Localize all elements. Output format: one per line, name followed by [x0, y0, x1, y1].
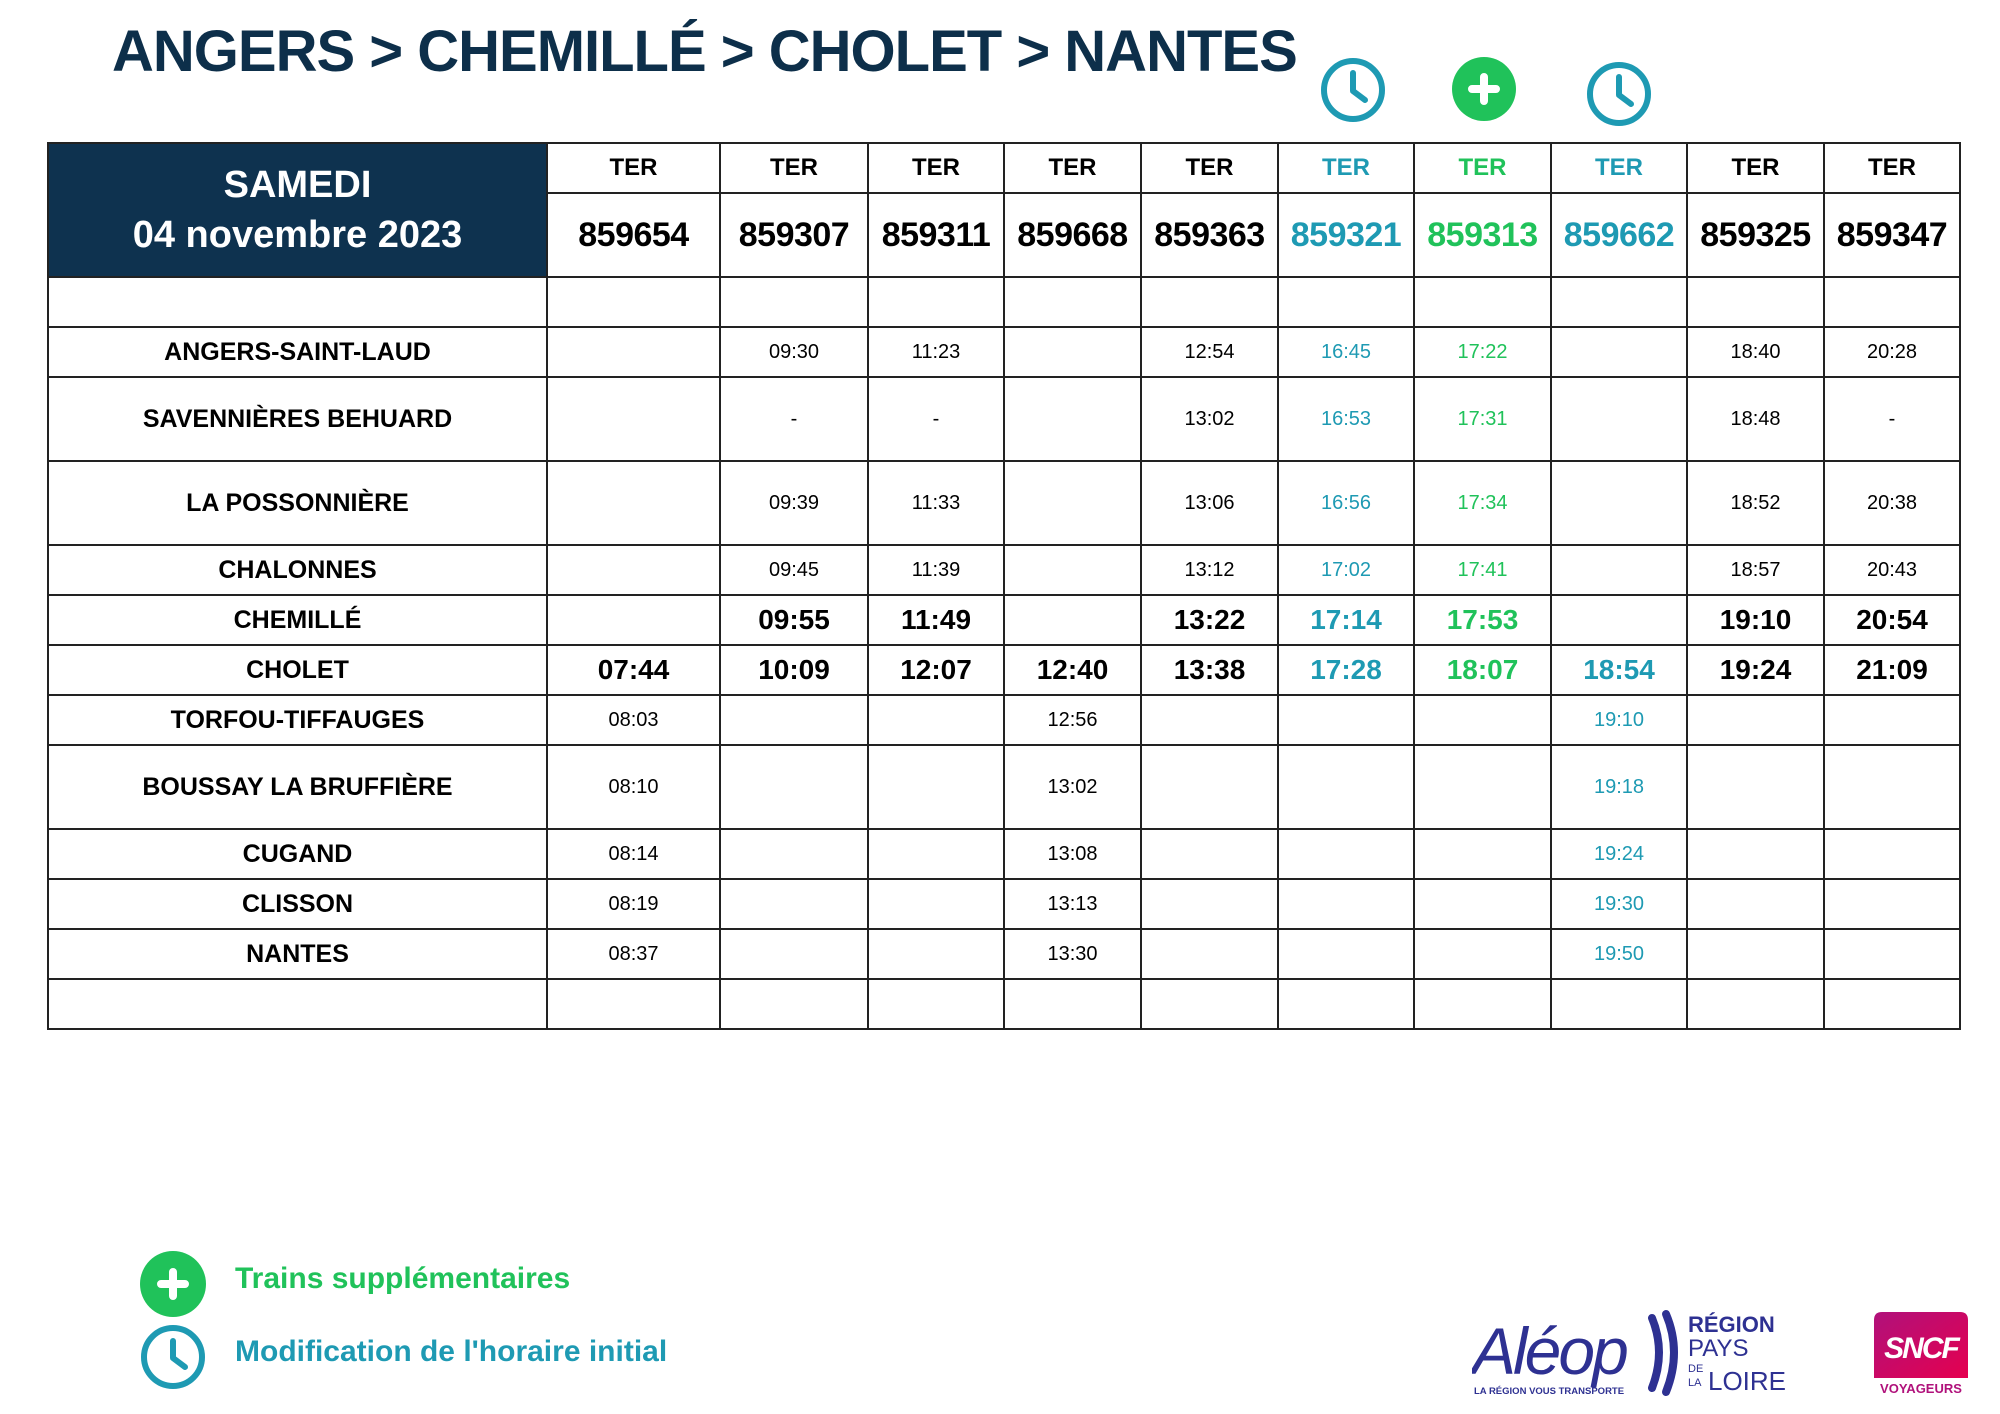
table-row [48, 829, 1960, 879]
time-cell [1687, 745, 1824, 829]
region-line4: LA [1688, 1377, 1702, 1389]
time-cell: 09:30 [720, 327, 868, 377]
time-cell: 19:10 [1551, 695, 1687, 745]
train-type-row [48, 143, 1960, 193]
legend-modified-label: Modification de l'horaire initial [235, 1335, 668, 1368]
time-cell: 21:09 [1824, 645, 1960, 695]
time-cell: 13:12 [1141, 545, 1278, 595]
time-cell [1687, 829, 1824, 879]
station-name: CUGAND [48, 829, 547, 879]
station-name [48, 979, 547, 1029]
time-cell [547, 327, 720, 377]
time-cell [547, 545, 720, 595]
time-cell [1687, 277, 1824, 327]
time-cell [1141, 695, 1278, 745]
clock-icon [1585, 60, 1653, 128]
time-cell: 12:54 [1141, 327, 1278, 377]
time-cell [1824, 879, 1960, 929]
time-cell [868, 829, 1004, 879]
table-row [48, 695, 1960, 745]
time-cell: 08:10 [547, 745, 720, 829]
time-cell: 19:10 [1687, 595, 1824, 645]
time-cell [720, 979, 868, 1029]
time-cell: 13:13 [1004, 879, 1141, 929]
time-cell: 07:44 [547, 645, 720, 695]
time-cell: 20:38 [1824, 461, 1960, 545]
time-cell [1141, 879, 1278, 929]
time-cell: 20:54 [1824, 595, 1960, 645]
station-name: ANGERS-SAINT-LAUD [48, 327, 547, 377]
time-cell [1141, 745, 1278, 829]
time-cell [720, 829, 868, 879]
time-cell [1824, 829, 1960, 879]
train-number: 859363 [1141, 193, 1278, 277]
region-line1: RÉGION [1688, 1312, 1775, 1337]
time-cell [720, 277, 868, 327]
time-cell [1004, 277, 1141, 327]
time-cell [1278, 695, 1414, 745]
table-row [48, 277, 1960, 327]
station-name: TORFOU-TIFFAUGES [48, 695, 547, 745]
time-cell: - [1824, 377, 1960, 461]
sncf-logo [1868, 1312, 1974, 1396]
table-row [48, 327, 1960, 377]
time-cell [1824, 745, 1960, 829]
time-cell [1551, 461, 1687, 545]
time-cell [1004, 545, 1141, 595]
time-cell [720, 929, 868, 979]
train-number: 859325 [1687, 193, 1824, 277]
time-cell [547, 979, 720, 1029]
time-cell [1278, 879, 1414, 929]
time-cell [868, 929, 1004, 979]
plus-icon [140, 1251, 206, 1317]
time-cell: 10:09 [720, 645, 868, 695]
time-cell: 18:07 [1414, 645, 1551, 695]
time-cell [1278, 745, 1414, 829]
time-cell [547, 461, 720, 545]
time-cell [547, 277, 720, 327]
time-cell: 18:48 [1687, 377, 1824, 461]
time-cell: 20:28 [1824, 327, 1960, 377]
time-cell [1004, 461, 1141, 545]
time-cell [1141, 829, 1278, 879]
timetable [47, 142, 1961, 1030]
time-cell: - [868, 377, 1004, 461]
time-cell [1141, 929, 1278, 979]
train-number: 859311 [868, 193, 1004, 277]
time-cell [1414, 979, 1551, 1029]
time-cell [1004, 327, 1141, 377]
time-cell: 09:55 [720, 595, 868, 645]
time-cell: 13:22 [1141, 595, 1278, 645]
time-cell: 16:45 [1278, 327, 1414, 377]
time-cell: 13:02 [1141, 377, 1278, 461]
station-name: LA POSSONNIÈRE [48, 461, 547, 545]
clock-icon [140, 1324, 206, 1390]
table-row [48, 595, 1960, 645]
time-cell [1824, 979, 1960, 1029]
time-cell [1824, 929, 1960, 979]
table-row [48, 645, 1960, 695]
train-type: TER [1414, 143, 1551, 193]
time-cell [1824, 695, 1960, 745]
station-name: CLISSON [48, 879, 547, 929]
train-type: TER [1551, 143, 1687, 193]
time-cell: 17:28 [1278, 645, 1414, 695]
time-cell [868, 879, 1004, 929]
aleop-region-logo [1472, 1308, 1812, 1400]
time-cell [1004, 595, 1141, 645]
train-type: TER [547, 143, 720, 193]
time-cell [1824, 277, 1960, 327]
time-cell: 19:18 [1551, 745, 1687, 829]
train-number: 859654 [547, 193, 720, 277]
time-cell [1004, 377, 1141, 461]
time-cell: 19:24 [1551, 829, 1687, 879]
timetable-body [48, 277, 1960, 1029]
time-cell [1414, 277, 1551, 327]
time-cell [720, 745, 868, 829]
time-cell: 17:34 [1414, 461, 1551, 545]
table-row [48, 929, 1960, 979]
time-cell [1551, 979, 1687, 1029]
table-row [48, 979, 1960, 1029]
legend-supplementary-label: Trains supplémentaires [235, 1262, 571, 1295]
time-cell: 18:57 [1687, 545, 1824, 595]
time-cell: 19:50 [1551, 929, 1687, 979]
train-number: 859347 [1824, 193, 1960, 277]
time-cell [1551, 277, 1687, 327]
time-cell [1551, 327, 1687, 377]
train-type: TER [1141, 143, 1278, 193]
table-row [48, 745, 1960, 829]
train-number: 859321 [1278, 193, 1414, 277]
time-cell [1278, 277, 1414, 327]
station-name: NANTES [48, 929, 547, 979]
clock-icon [1319, 56, 1387, 124]
time-cell [868, 695, 1004, 745]
time-cell [1414, 695, 1551, 745]
time-cell [1687, 879, 1824, 929]
time-cell: 08:37 [547, 929, 720, 979]
time-cell: 20:43 [1824, 545, 1960, 595]
station-name [48, 277, 547, 327]
time-cell: 18:54 [1551, 645, 1687, 695]
time-cell: 12:40 [1004, 645, 1141, 695]
time-cell [1414, 745, 1551, 829]
time-cell [1551, 595, 1687, 645]
region-line2: PAYS [1688, 1335, 1749, 1362]
time-cell: 18:52 [1687, 461, 1824, 545]
time-cell: 11:23 [868, 327, 1004, 377]
time-cell [868, 979, 1004, 1029]
train-type: TER [1004, 143, 1141, 193]
table-row [48, 377, 1960, 461]
day-label: SAMEDI [223, 164, 372, 206]
train-type: TER [868, 143, 1004, 193]
time-cell: 17:53 [1414, 595, 1551, 645]
time-cell: 11:49 [868, 595, 1004, 645]
time-cell [868, 277, 1004, 327]
time-cell [868, 745, 1004, 829]
time-cell: 09:39 [720, 461, 868, 545]
train-type: TER [1278, 143, 1414, 193]
time-cell: 13:02 [1004, 745, 1141, 829]
time-cell: 17:22 [1414, 327, 1551, 377]
station-name: BOUSSAY LA BRUFFIÈRE [48, 745, 547, 829]
sncf-subtitle: VOYAGEURS [1880, 1381, 1962, 1396]
train-type: TER [1824, 143, 1960, 193]
time-cell [547, 595, 720, 645]
region-line3: DE [1688, 1363, 1704, 1375]
time-cell: 08:14 [547, 829, 720, 879]
time-cell [1004, 979, 1141, 1029]
region-line5: LOIRE [1708, 1366, 1787, 1396]
time-cell [1414, 829, 1551, 879]
date-label: 04 novembre 2023 [132, 214, 463, 256]
time-cell: 13:06 [1141, 461, 1278, 545]
time-cell: 17:41 [1414, 545, 1551, 595]
time-cell: 11:33 [868, 461, 1004, 545]
time-cell: 18:40 [1687, 327, 1824, 377]
time-cell: 19:24 [1687, 645, 1824, 695]
time-cell [1687, 929, 1824, 979]
time-cell: - [720, 377, 868, 461]
train-number: 859307 [720, 193, 868, 277]
time-cell [1687, 979, 1824, 1029]
time-cell: 09:45 [720, 545, 868, 595]
station-name: SAVENNIÈRES BEHUARD [48, 377, 547, 461]
aleop-tagline: LA RÉGION VOUS TRANSPORTE [1474, 1386, 1625, 1397]
station-name: CHOLET [48, 645, 547, 695]
time-cell [1278, 929, 1414, 979]
plus-icon [1452, 57, 1516, 121]
train-number: 859313 [1414, 193, 1551, 277]
page-title: ANGERS > CHEMILLÉ > CHOLET > NANTES [112, 19, 1297, 84]
time-cell [1278, 829, 1414, 879]
time-cell: 13:08 [1004, 829, 1141, 879]
station-name: CHALONNES [48, 545, 547, 595]
aleop-wordmark: Aléop [1472, 1314, 1626, 1388]
time-cell: 12:07 [868, 645, 1004, 695]
time-cell [1141, 277, 1278, 327]
time-cell [547, 377, 720, 461]
time-cell: 17:31 [1414, 377, 1551, 461]
train-type: TER [720, 143, 868, 193]
time-cell: 17:02 [1278, 545, 1414, 595]
time-cell [720, 695, 868, 745]
time-cell: 11:39 [868, 545, 1004, 595]
time-cell [1414, 879, 1551, 929]
sncf-wordmark: SNCF [1884, 1332, 1958, 1365]
train-type: TER [1687, 143, 1824, 193]
time-cell [1141, 979, 1278, 1029]
time-cell: 08:19 [547, 879, 720, 929]
time-cell: 19:30 [1551, 879, 1687, 929]
time-cell: 16:53 [1278, 377, 1414, 461]
table-row [48, 461, 1960, 545]
time-cell [1414, 929, 1551, 979]
station-name: CHEMILLÉ [48, 595, 547, 645]
time-cell: 13:38 [1141, 645, 1278, 695]
day-header [48, 143, 547, 277]
time-cell [1551, 545, 1687, 595]
time-cell [1278, 979, 1414, 1029]
time-cell: 16:56 [1278, 461, 1414, 545]
time-cell [720, 879, 868, 929]
train-number: 859662 [1551, 193, 1687, 277]
time-cell [1551, 377, 1687, 461]
table-row [48, 879, 1960, 929]
train-number: 859668 [1004, 193, 1141, 277]
time-cell: 17:14 [1278, 595, 1414, 645]
time-cell: 12:56 [1004, 695, 1141, 745]
time-cell: 13:30 [1004, 929, 1141, 979]
time-cell [1687, 695, 1824, 745]
table-row [48, 545, 1960, 595]
time-cell: 08:03 [547, 695, 720, 745]
